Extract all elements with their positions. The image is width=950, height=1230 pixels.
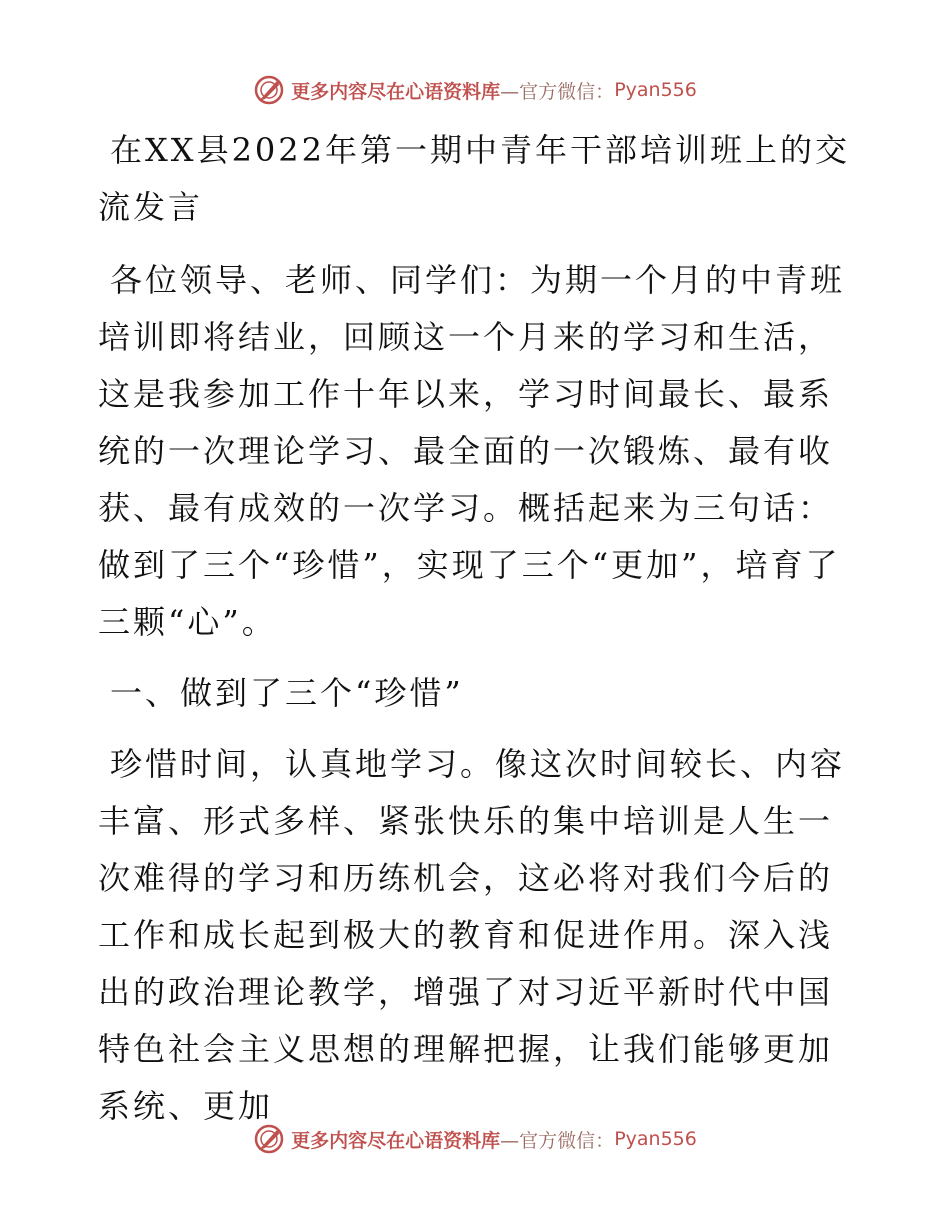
watermark-text: 更多内容尽在心语资料库	[291, 1129, 501, 1152]
footer-watermark	[0, 1119, 950, 1159]
watermark-wechat-label: —官方微信：	[500, 80, 615, 103]
watermark-wechat-label: —官方微信：	[500, 1129, 615, 1152]
section-heading: 一、做到了三个“珍惜”	[110, 674, 464, 712]
document-body	[98, 122, 858, 1149]
quill-circle-icon	[253, 1123, 285, 1155]
quill-circle-icon	[253, 74, 285, 106]
watermark-wechat-id: Pyan556	[614, 1128, 697, 1150]
watermark-text: 更多内容尽在心语资料库	[291, 80, 501, 103]
section-paragraph: 珍惜时间，认真地学习。像这次时间较长、内容丰富、形式多样、紧张快乐的集中培训是人生一次难得的学习和历练机会，这必将对我们今后的工作和成长起到极大的教育和促进作用。深入浅出的政治理论教学，增强了对习近平新时代中国特色社会主义思想的理解把握，让我们能够更加系统、更加	[98, 745, 846, 1125]
header-watermark	[0, 70, 950, 110]
watermark-wechat-id: Pyan556	[614, 79, 697, 101]
paragraph-greeting: 各位领导、老师、同学们：为期一个月的中青班培训即将结业，回顾这一个月来的学习和生活，这是我参加工作十年以来，学习时间最长、最系统的一次理论学习、最全面的一次锻炼、最有收获、最有成效的一次学习。概括起来为三句话：做到了三个“珍惜”，实现了三个“更加”，培育了三颗“心”。	[98, 261, 846, 641]
document-title: 在XX县2022年第一期中青年干部培训班上的交流发言	[98, 131, 851, 226]
